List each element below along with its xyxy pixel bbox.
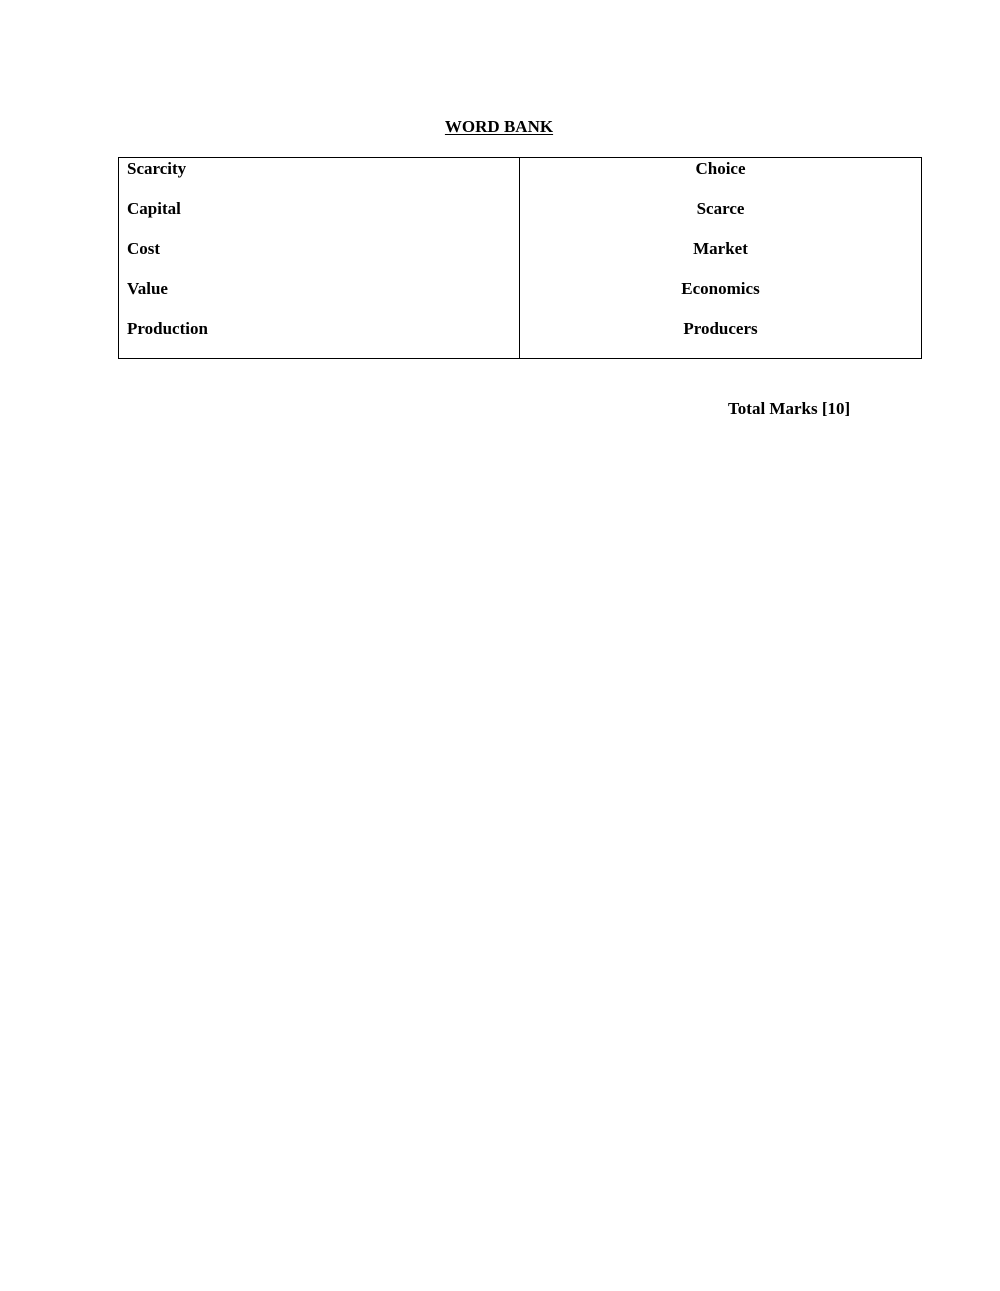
word-bank-term: Market [693, 239, 748, 258]
page-title: WORD BANK [444, 117, 554, 136]
word-bank-term: Scarcity [127, 159, 187, 178]
word-bank-term: Economics [681, 279, 760, 298]
word-bank-term: Capital [127, 199, 181, 218]
word-bank-table [118, 157, 922, 359]
word-bank-term: Choice [695, 159, 746, 178]
word-bank-term: Value [127, 279, 168, 298]
word-bank-left-column [119, 158, 520, 358]
word-bank-term: Scarce [696, 199, 745, 218]
word-bank-term: Production [127, 319, 208, 338]
word-bank-term: Cost [127, 239, 161, 258]
word-bank-right-column [520, 158, 921, 358]
word-bank-term: Producers [683, 319, 758, 338]
total-marks: Total Marks [10] [728, 399, 851, 418]
